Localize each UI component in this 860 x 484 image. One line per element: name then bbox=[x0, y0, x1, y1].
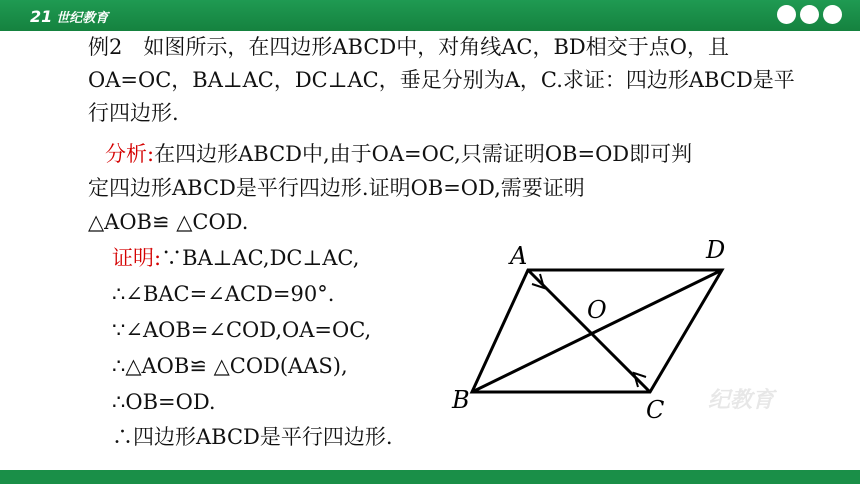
site-logo bbox=[30, 4, 108, 28]
proof-line-5: ∴OB=OD. bbox=[112, 390, 216, 414]
vertex-label-a: A bbox=[510, 242, 528, 270]
example-line-3: 行四边形. bbox=[88, 101, 179, 125]
proof-line-2: ∴∠BAC=∠ACD=90°. bbox=[112, 282, 335, 306]
proof-line-3: ∵∠AOB=∠COD,OA=OC, bbox=[112, 318, 372, 342]
logo-text: 世纪教育 bbox=[56, 10, 109, 26]
proof-line-1 bbox=[112, 244, 359, 272]
analysis-line-3: △AOB≌ △COD. bbox=[88, 210, 249, 234]
proof-text-1: ∵BA⊥AC,DC⊥AC, bbox=[161, 246, 360, 270]
example-line-2: OA=OC，BA⊥AC，DC⊥AC，垂足分别为A，C.求证：四边形ABCD是平 bbox=[88, 68, 795, 92]
watermark-logo: 纪教育 bbox=[708, 388, 775, 413]
vertex-label-b: B bbox=[452, 386, 470, 414]
proof-line-6: ∴四边形ABCD是平行四边形. bbox=[112, 425, 393, 449]
parallelogram-diagram bbox=[440, 230, 740, 440]
analysis-label: 分析: bbox=[105, 142, 155, 166]
proof-line-4: ∴△AOB≌ △COD(AAS), bbox=[112, 354, 348, 378]
analysis-line-1 bbox=[105, 140, 692, 168]
analysis-text-1: 在四边形ABCD中,由于OA=OC,只需证明OB=OD即可判 bbox=[154, 142, 693, 166]
top-banner bbox=[0, 0, 860, 31]
logo-mark: 21 bbox=[30, 6, 53, 26]
bottom-banner bbox=[0, 470, 860, 484]
diagonal-ac bbox=[528, 270, 650, 392]
proof-label: 证明: bbox=[112, 246, 162, 270]
analysis-line-2: 定四边形ABCD是平行四边形.证明OB=OD,需要证明 bbox=[88, 176, 585, 200]
vertex-label-d: D bbox=[706, 236, 726, 264]
circle-icon bbox=[777, 5, 796, 24]
vertex-label-c: C bbox=[646, 396, 665, 424]
window-controls bbox=[777, 5, 842, 24]
circle-icon bbox=[823, 5, 842, 24]
example-line-1: 例2 如图所示，在四边形ABCD中，对角线AC，BD相交于点O，且 bbox=[88, 35, 729, 59]
intersection-label-o: O bbox=[587, 296, 607, 324]
circle-icon bbox=[800, 5, 819, 24]
